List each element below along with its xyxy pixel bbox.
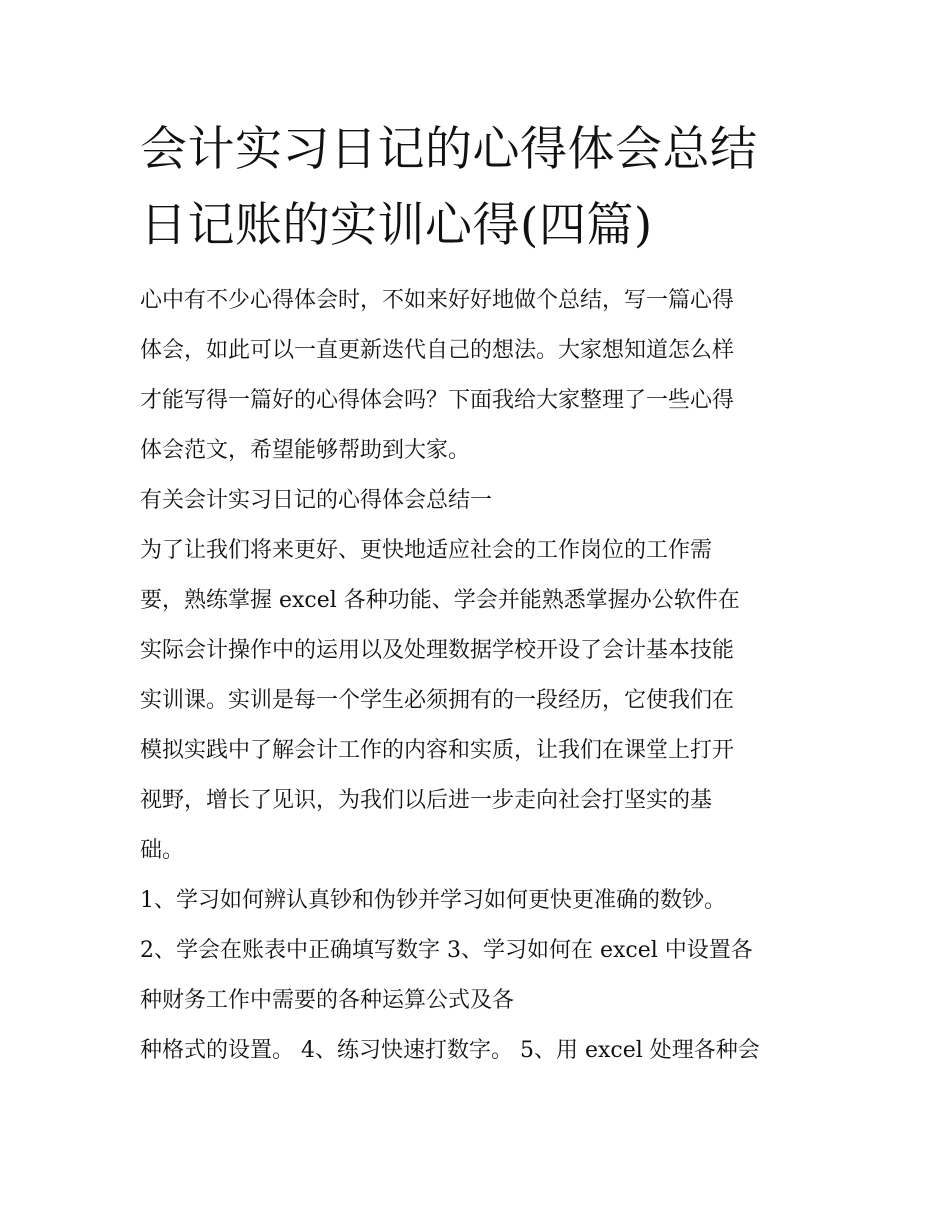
intro-line: 才能写得一篇好的心得体会吗？下面我给大家整理了一些心得 bbox=[140, 388, 735, 413]
body-paragraph bbox=[140, 526, 820, 876]
body-line: 础。 bbox=[140, 838, 185, 863]
intro-line: 体会，如此可以一直更新迭代自己的想法。大家想知道怎么样 bbox=[140, 338, 735, 363]
document-body bbox=[140, 276, 820, 1076]
intro-line: 心中有不少心得体会时，不如来好好地做个总结，写一篇心得 bbox=[140, 288, 735, 313]
title-line: 会计实习日记的心得体会总结 bbox=[140, 122, 758, 177]
list-item-3: 种格式的设置。 4、练习快速打数字。 5、用 excel 处理各种会 bbox=[140, 1038, 760, 1063]
title-line: 日记账的实训心得(四篇) bbox=[140, 198, 653, 253]
document-title bbox=[140, 112, 820, 264]
section-heading: 有关会计实习日记的心得体会总结一 bbox=[140, 488, 493, 513]
intro-line: 体会范文，希望能够帮助到大家。 bbox=[140, 438, 471, 463]
list-line: 2、学会在账表中正确填写数字 3、学习如何在 excel 中设置各 bbox=[140, 938, 753, 963]
intro-paragraph bbox=[140, 276, 820, 476]
body-line: 为了让我们将来更好、更快地适应社会的工作岗位的工作需 bbox=[140, 538, 713, 563]
list-line: 种财务工作中需要的各种运算公式及各 bbox=[140, 988, 515, 1013]
body-line: 模拟实践中了解会计工作的内容和实质，让我们在课堂上打开 bbox=[140, 738, 735, 763]
list-item-1: 1、学习如何辨认真钞和伪钞并学习如何更快更准确的数钞。 bbox=[140, 888, 726, 913]
body-line: 视野，增长了见识，为我们以后进一步走向社会打坚实的基 bbox=[140, 788, 713, 813]
body-line: 实训课。实训是每一个学生必须拥有的一段经历，它使我们在 bbox=[140, 688, 735, 713]
list-item-2 bbox=[140, 926, 820, 1026]
body-line: 要，熟练掌握 excel 各种功能、学会并能熟悉掌握办公软件在 bbox=[140, 588, 740, 613]
body-line: 实际会计操作中的运用以及处理数据学校开设了会计基本技能 bbox=[140, 638, 735, 663]
